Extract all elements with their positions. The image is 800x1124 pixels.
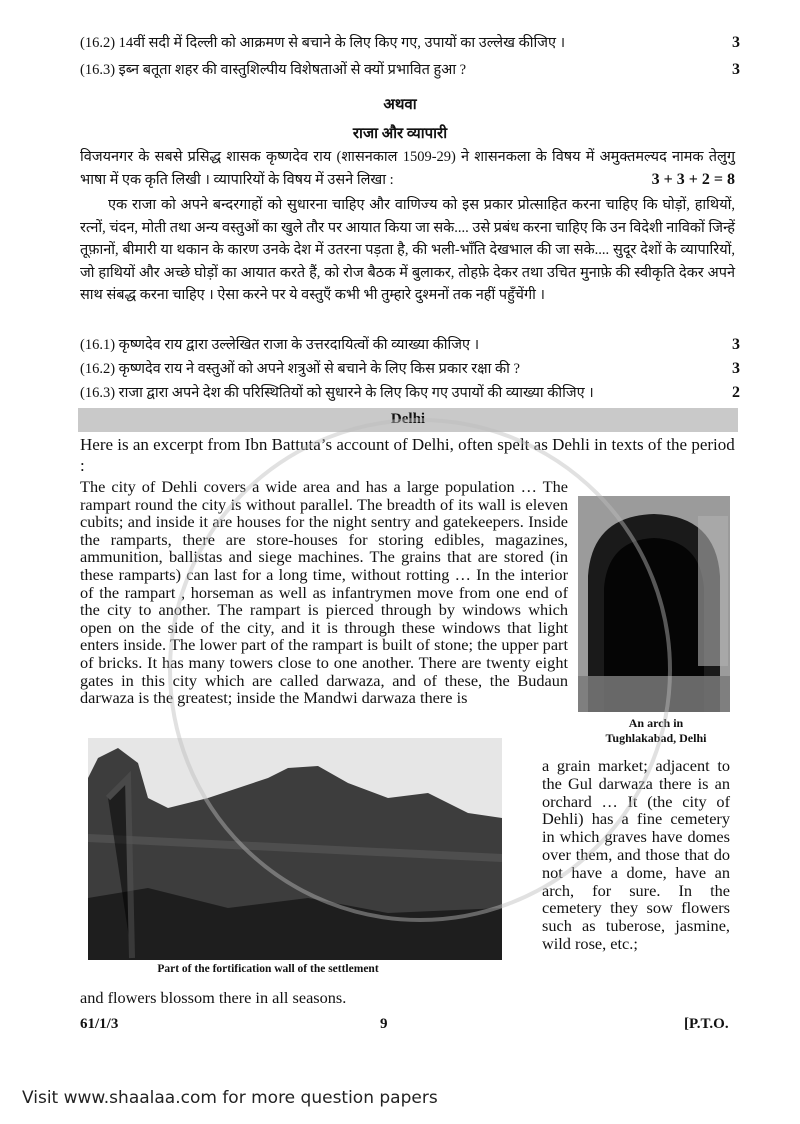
question-marks: 3 (732, 61, 740, 78)
hindi-heading: राजा और व्यापारी (352, 126, 448, 142)
question-marks: 2 (732, 384, 740, 401)
arch-caption-line2: Tughlakabad, Delhi (605, 731, 707, 745)
hindi-intro-text: विजयनगर के सबसे प्रसिद्ध शासक कृष्णदेव राय (शासनकाल 1509-29) ने शासनकला के विषय में अमुक्तमल्यद नामक तेलुगु भाषा में एक कृति लिखी । व्यापारियों के विषय में उसने लिखा : (80, 149, 735, 188)
hindi-intro (80, 146, 735, 191)
english-last-line: and flowers blossom there in all seasons. (80, 988, 347, 1007)
question-marks: 3 (732, 360, 740, 377)
page-number: 9 (380, 1016, 388, 1032)
hindi-excerpt: एक राजा को अपने बन्दरगाहों को सुधारना चाहिए और वाणिज्य को इस प्रकार प्रोत्साहित करना चाहिए कि घोड़ों, हाथियों, रत्नों, चंदन, मोती तथा अन्य वस्तुओं का खुले तौर पर आयात किया जा सके.... उसे प्रबंध करना चाहिए कि उन विदेशी नाविकों जिन्हें तूफ़ानों, बीमारी या थकान के कारण उनके देश में उतरना पड़ता है, की भली-भाँति देखभाल की जा सके.... सुदूर देशों के व्यापारियों, जो हाथियों और अच्छे घोड़ों का आयात करते हैं, को रोज बैठक में बुलाकर, तोहफ़े देकर तथा उचित मुनाफ़े की स्वीकृति देकर अपने साथ संबद्ध करना चाहिए । ऐसा करने पर ये वस्तुएँ कभी भी तुम्हारे दुश्मनों तक नहीं पहुँचेंगी । (80, 197, 735, 303)
paper-code: 61/1/3 (80, 1016, 119, 1032)
section-header-bar (78, 408, 738, 432)
wall-caption: Part of the fortification wall of the settlement (157, 963, 379, 975)
section-title: Delhi (390, 411, 426, 427)
question-text: (16.3) इब्न बतूता शहर की वास्तुशिल्पीय विशेषताओं से क्यों प्रभावित हुआ ? (80, 62, 467, 78)
question-text: (16.2) कृष्णदेव राय ने वस्तुओं को अपने शत्रुओं से बचाने के लिए किस प्रकार रक्षा की ? (80, 361, 520, 377)
visit-link-text[interactable]: Visit www.shaalaa.com for more question papers (22, 1088, 438, 1108)
question-16-3-bottom (80, 382, 740, 404)
question-text: (16.2) 14वीं सदी में दिल्ली को आक्रमण से बचाने के लिए किए गए, उपायों का उल्लेख कीजिए । (80, 35, 566, 51)
question-16-2-bottom (80, 358, 740, 380)
question-16-2-top (80, 32, 740, 54)
fortification-wall-photo (88, 738, 502, 960)
question-16-3-top (80, 59, 740, 81)
question-16-1-bottom (80, 334, 740, 356)
question-marks: 3 (732, 34, 740, 51)
english-main-text: The city of Dehli covers a wide area and has a large population … The rampart round the city is without parallel. The breadth of its wall is eleven cubits; and inside it are houses for the night sentry and gatekeepers. Inside the ramparts, there are store-houses for storing edibles, magazines, ammunition, ballistas and siege machines. The grains that are stored (in these ramparts) can last for a long time, without rotting … In the interior of the rampart , horseman as well as infantrymen move from one end of the city to another. The rampart is pierced through by windows which open on the side of the city, and it is through these windows that light enters inside. The lower part of the rampart is built of stone; the upper part of bricks. It has many towers close to one another. There are twenty eight gates in this city which are called darwaza, and of these, the Budaun darwaza is the greatest; inside the Mandwi darwaza there is (80, 477, 568, 708)
english-side-text: a grain market; adjacent to the Gul darwaza there is an orchard … It (the city of Dehli) has a fine cemetery in which graves have domes over them, and those that do not have a dome, have an arch, for sure. In the cemetery they sow flowers such as tuberose, jasmine, wild rose, etc.; (542, 756, 730, 953)
arch-caption-line1: An arch in (628, 716, 684, 730)
hindi-intro-marks: 3 + 3 + 2 = 8 (651, 170, 735, 188)
or-label: अथवा (383, 97, 417, 113)
question-text: (16.1) कृष्णदेव राय द्वारा उल्लेखित राजा के उत्तरदायित्वों की व्याख्या कीजिए । (80, 337, 480, 353)
question-marks: 3 (732, 336, 740, 353)
question-text: (16.3) राजा द्वारा अपने देश की परिस्थितियों को सुधारने के लिए किए गए उपायों की व्याख्या कीजिए । (80, 385, 594, 401)
arch-photo (578, 496, 730, 712)
please-turn-over: [P.T.O. (684, 1016, 729, 1032)
english-intro: Here is an excerpt from Ibn Battuta’s account of Delhi, often spelt as Dehli in texts of the period : (80, 435, 735, 475)
